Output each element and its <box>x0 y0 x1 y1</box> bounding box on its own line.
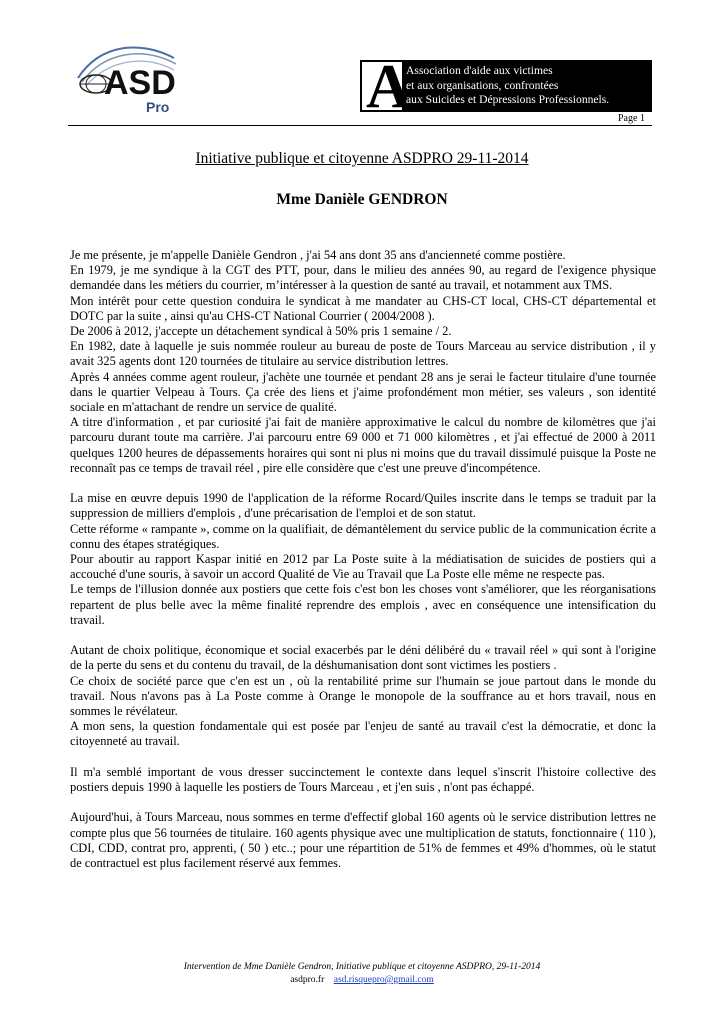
paragraph-gap <box>70 628 656 643</box>
asdpro-logo-graphic <box>70 34 188 118</box>
paragraph: Autant de choix politique, économique et social exacerbés par le déni délibéré du « travail réel » qui sont à l'origine de la perte du sens et du contenu du travail, de la déshumanisation dont sont victimes les postiers . <box>70 643 656 673</box>
paragraph: Après 4 années comme agent rouleur, j'achète une tournée et pendant 28 ans je serai le facteur titulaire d'une tournée dans le quartier Velpeau à Tours. Ça crée des liens et j'aime profondément mon métier, ses valeurs , son identité sociale en m'attachant de rendre un service de qualité. <box>70 369 656 415</box>
footer-links <box>0 975 724 985</box>
paragraph: Cette réforme « rampante », comme on la qualifiait, de démantèlement du service public de la communication écrite a connu des étapes stratégiques. <box>70 521 656 551</box>
paragraph: De 2006 à 2012, j'accepte un détachement syndical à 50% pris 1 semaine / 2. <box>70 324 452 339</box>
document-subtitle: Mme Danièle GENDRON <box>276 191 448 208</box>
banner-line: Association d'aide aux victimes <box>406 64 553 77</box>
paragraph: En 1982, date à laquelle je suis nommée rouleur au bureau de poste de Tours Marceau au service distribution , il y avait 325 agents dont 120 tournées de titulaire au service distribution lettres. <box>70 339 656 369</box>
association-banner-text <box>406 64 609 108</box>
association-emblem-icon: A <box>360 60 404 112</box>
paragraph: Aujourd'hui, à Tours Marceau, nous sommes en terme d'effectif global 160 agents où le service distribution lettres ne compte plus que 56 tournées de titulaire. 160 agents physique avec une multiplication de statuts, fonctionnaire ( 110 ), CDI, CDD, contrat pro, apprenti, ( 50 ) etc..; pour une répartition de 51% de femmes et 49% d'hommes, où le statut de contractuel est plus facilement réservé aux femmes. <box>70 810 656 871</box>
paragraph: La mise en œuvre depuis 1990 de l'application de la réforme Rocard/Quiles inscrite dans le temps se traduit par la suppression de milliers d'emplois , d'une précarisation de l'emploi et de son statut. <box>70 491 656 521</box>
asdpro-logo <box>70 34 188 118</box>
paragraph: Je me présente, je m'appelle Danièle Gendron , j'ai 54 ans dont 35 ans d'ancienneté comme postière. <box>70 248 566 262</box>
logo-sub-text: Pro <box>146 99 170 115</box>
paragraph: Le temps de l'illusion donnée aux postiers que cette fois c'est bon les choses vont s'améliorer, que les réorganisations repartent de plus belle avec la même finalité reprendre des emplois , avec en conséquence une intensification du travail. <box>70 582 656 627</box>
banner-line: et aux organisations, confrontées <box>406 78 559 92</box>
footer-email-link[interactable]: asd.risquepro@gmail.com <box>333 975 434 985</box>
document-body <box>70 248 656 871</box>
header-divider <box>68 125 652 126</box>
paragraph-gap <box>70 795 656 810</box>
page-number: Page 1 <box>618 113 645 124</box>
paragraph: Ce choix de société parce que c'en est un , où la rentabilité prime sur l'humain se joue partout dans le monde du travail. Nous n'avons pas à La Poste comme à Orange le monopole de la souffrance au et hors travail, nous en sommes le révélateur. <box>70 673 656 719</box>
paragraph: En 1979, je me syndique à la CGT des PTT, pour, dans le milieu des années 90, au regard de l'exigence physique demandée dans les métiers du courrier, m’intéresser à la question de santé au travail, et notamment aux TMS. <box>70 263 656 293</box>
paragraph: A mon sens, la question fondamentale qui est posée par l'enjeu de santé au travail c'est la démocratie, et donc la citoyenneté au travail. <box>70 719 656 749</box>
paragraph-gap <box>70 750 656 765</box>
paragraph: Mon intérêt pour cette question conduira le syndicat à me mandater au CHS-CT local, CHS-CT départemental et DOTC par la suite , ainsi qu'au CHS-CT National Courrier ( 2004/2008 ). <box>70 293 656 323</box>
footer-caption: Intervention de Mme Danièle Gendron, Initiative publique et citoyenne ASDPRO, 29-11-2014 <box>183 962 541 972</box>
footer-site[interactable]: asdpro.fr <box>290 975 325 985</box>
logo-text: ASD <box>104 64 176 102</box>
paragraph: A titre d'information , et par curiosité j'ai fait de manière approximative le calcul du nombre de kilomètres que j'ai parcouru durant toute ma carrière. J'ai parcouru entre 69 000 et 71 000 kilomètres , et j'ai effectué de 2000 à 2011 quelques 1200 heures de dépassements horaires qui sont ni plus ni moins que du travail dissimulé puisque la Poste ne reconnaît pas ce temps de travail réel , pire elle considère que c'est une preuve d'incompétence. <box>70 415 656 475</box>
document-title: Initiative publique et citoyenne ASDPRO 29-11-2014 <box>195 150 529 167</box>
banner-line: aux Suicides et Dépressions Professionnels. <box>406 93 610 106</box>
paragraph: Pour aboutir au rapport Kaspar initié en 2012 par La Poste suite à la médiatisation de suicides de postiers qui a accouché d'une souris, à savoir un accord Qualité de Vie au Travail que La Poste elle même ne respecte pas. <box>70 552 656 582</box>
paragraph: Il m'a semblé important de vous dresser succinctement le contexte dans lequel s'inscrit l'histoire collective des postiers depuis 1990 à laquelle les postiers de Tours Marceau , et j'en suis , n'ont pas échappé. <box>70 764 656 795</box>
paragraph-gap <box>70 476 656 491</box>
